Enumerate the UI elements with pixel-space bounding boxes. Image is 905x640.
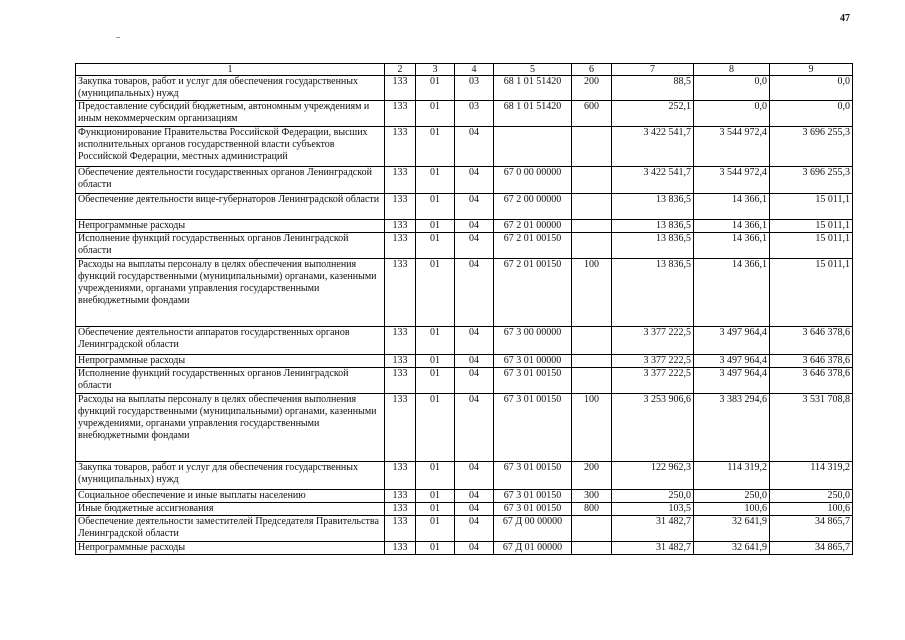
row-target-article: 67 3 01 00150 (494, 394, 572, 462)
row-subsection-code: 03 (455, 76, 494, 101)
row-target-article: 67 3 01 00150 (494, 462, 572, 490)
table-row (76, 233, 853, 259)
col-header-9: 9 (770, 64, 853, 76)
row-amount-year-3: 0,0 (770, 76, 853, 101)
row-amount-year-2: 14 366,1 (694, 194, 770, 220)
row-section-code: 01 (416, 76, 455, 101)
row-amount-year-3: 15 011,1 (770, 220, 853, 233)
table-row (76, 76, 853, 101)
row-description: Исполнение функций государственных органов Ленинградской области (76, 368, 385, 394)
row-amount-year-3: 3 531 708,8 (770, 394, 853, 462)
row-amount-year-1: 3 377 222,5 (612, 327, 694, 355)
row-amount-year-2: 14 366,1 (694, 259, 770, 327)
row-expense-type: 200 (572, 76, 612, 101)
row-amount-year-3: 0,0 (770, 101, 853, 127)
row-amount-year-2: 3 497 964,4 (694, 355, 770, 368)
row-amount-year-3: 250,0 (770, 490, 853, 503)
row-ministry-code: 133 (385, 76, 416, 101)
row-amount-year-3: 3 696 255,3 (770, 167, 853, 194)
row-ministry-code: 133 (385, 462, 416, 490)
table-row (76, 127, 853, 167)
row-ministry-code: 133 (385, 327, 416, 355)
row-ministry-code: 133 (385, 516, 416, 542)
row-amount-year-2: 3 544 972,4 (694, 167, 770, 194)
table-row (76, 490, 853, 503)
row-amount-year-1: 13 836,5 (612, 194, 694, 220)
row-ministry-code: 133 (385, 394, 416, 462)
row-target-article: 67 3 01 00000 (494, 355, 572, 368)
row-subsection-code: 04 (455, 503, 494, 516)
row-ministry-code: 133 (385, 542, 416, 555)
row-expense-type: 100 (572, 259, 612, 327)
row-amount-year-1: 13 836,5 (612, 259, 694, 327)
row-subsection-code: 04 (455, 542, 494, 555)
table-row (76, 516, 853, 542)
col-header-4: 4 (455, 64, 494, 76)
row-expense-type (572, 368, 612, 394)
row-amount-year-3: 114 319,2 (770, 462, 853, 490)
row-expense-type: 200 (572, 462, 612, 490)
row-expense-type (572, 355, 612, 368)
row-amount-year-3: 15 011,1 (770, 233, 853, 259)
row-expense-type: 300 (572, 490, 612, 503)
row-amount-year-1: 88,5 (612, 76, 694, 101)
row-description: Предоставление субсидий бюджетным, автономным учреждениям и иным некоммерческим организациям (76, 101, 385, 127)
col-header-5: 5 (494, 64, 572, 76)
row-expense-type (572, 327, 612, 355)
row-expense-type: 100 (572, 394, 612, 462)
row-ministry-code: 133 (385, 167, 416, 194)
scan-speck (116, 37, 120, 38)
row-ministry-code: 133 (385, 220, 416, 233)
row-subsection-code: 04 (455, 220, 494, 233)
row-description: Иные бюджетные ассигнования (76, 503, 385, 516)
row-description: Закупка товаров, работ и услуг для обеспечения государственных (муниципальных) нужд (76, 76, 385, 101)
row-expense-type (572, 220, 612, 233)
row-section-code: 01 (416, 127, 455, 167)
row-amount-year-2: 3 497 964,4 (694, 368, 770, 394)
row-section-code: 01 (416, 167, 455, 194)
row-target-article: 67 Д 00 00000 (494, 516, 572, 542)
row-subsection-code: 04 (455, 167, 494, 194)
row-description: Обеспечение деятельности заместителей Председателя Правительства Ленинградской области (76, 516, 385, 542)
row-section-code: 01 (416, 394, 455, 462)
row-target-article: 68 1 01 51420 (494, 101, 572, 127)
row-amount-year-3: 3 646 378,6 (770, 327, 853, 355)
row-description: Непрограммные расходы (76, 542, 385, 555)
row-subsection-code: 04 (455, 490, 494, 503)
row-ministry-code: 133 (385, 355, 416, 368)
table-row (76, 462, 853, 490)
row-ministry-code: 133 (385, 194, 416, 220)
row-target-article: 67 3 00 00000 (494, 327, 572, 355)
row-section-code: 01 (416, 516, 455, 542)
row-target-article: 67 2 00 00000 (494, 194, 572, 220)
column-number-header (76, 64, 853, 76)
row-expense-type (572, 194, 612, 220)
row-subsection-code: 04 (455, 368, 494, 394)
row-section-code: 01 (416, 542, 455, 555)
row-amount-year-2: 250,0 (694, 490, 770, 503)
row-target-article (494, 127, 572, 167)
row-ministry-code: 133 (385, 233, 416, 259)
row-expense-type (572, 542, 612, 555)
table-row (76, 220, 853, 233)
row-section-code: 01 (416, 490, 455, 503)
row-amount-year-2: 3 497 964,4 (694, 327, 770, 355)
row-amount-year-3: 3 696 255,3 (770, 127, 853, 167)
row-target-article: 67 2 01 00000 (494, 220, 572, 233)
row-subsection-code: 04 (455, 259, 494, 327)
row-expense-type (572, 167, 612, 194)
row-section-code: 01 (416, 368, 455, 394)
row-amount-year-2: 14 366,1 (694, 220, 770, 233)
row-section-code: 01 (416, 233, 455, 259)
row-section-code: 01 (416, 503, 455, 516)
row-subsection-code: 04 (455, 355, 494, 368)
row-amount-year-1: 31 482,7 (612, 542, 694, 555)
row-amount-year-1: 3 253 906,6 (612, 394, 694, 462)
row-amount-year-1: 103,5 (612, 503, 694, 516)
row-subsection-code: 04 (455, 127, 494, 167)
row-amount-year-1: 122 962,3 (612, 462, 694, 490)
row-amount-year-1: 3 377 222,5 (612, 355, 694, 368)
row-amount-year-2: 114 319,2 (694, 462, 770, 490)
row-ministry-code: 133 (385, 490, 416, 503)
table-row (76, 542, 853, 555)
row-amount-year-2: 100,6 (694, 503, 770, 516)
row-amount-year-1: 13 836,5 (612, 233, 694, 259)
row-amount-year-1: 13 836,5 (612, 220, 694, 233)
table-row (76, 101, 853, 127)
row-description: Обеспечение деятельности государственных органов Ленинградской области (76, 167, 385, 194)
budget-table-body (76, 76, 853, 555)
row-target-article: 67 3 01 00150 (494, 490, 572, 503)
row-amount-year-3: 3 646 378,6 (770, 368, 853, 394)
row-description: Обеспечение деятельности вице-губернаторов Ленинградской области (76, 194, 385, 220)
table-row (76, 355, 853, 368)
row-description: Социальное обеспечение и иные выплаты населению (76, 490, 385, 503)
row-subsection-code: 04 (455, 327, 494, 355)
row-subsection-code: 04 (455, 462, 494, 490)
row-ministry-code: 133 (385, 368, 416, 394)
row-description: Закупка товаров, работ и услуг для обеспечения государственных (муниципальных) нужд (76, 462, 385, 490)
row-expense-type (572, 516, 612, 542)
row-target-article: 68 1 01 51420 (494, 76, 572, 101)
table-row (76, 503, 853, 516)
row-amount-year-3: 100,6 (770, 503, 853, 516)
row-description: Обеспечение деятельности аппаратов государственных органов Ленинградской области (76, 327, 385, 355)
row-section-code: 01 (416, 355, 455, 368)
row-expense-type: 800 (572, 503, 612, 516)
table-row (76, 167, 853, 194)
row-subsection-code: 04 (455, 516, 494, 542)
budget-table (75, 63, 853, 555)
row-amount-year-3: 34 865,7 (770, 542, 853, 555)
table-row (76, 194, 853, 220)
row-subsection-code: 04 (455, 194, 494, 220)
row-ministry-code: 133 (385, 259, 416, 327)
row-ministry-code: 133 (385, 127, 416, 167)
row-expense-type (572, 127, 612, 167)
row-subsection-code: 03 (455, 101, 494, 127)
row-description: Непрограммные расходы (76, 355, 385, 368)
row-description: Расходы на выплаты персоналу в целях обеспечения выполнения функций государственными (муниципальными) органами, казенными учреждениями, органами управления государственными внебюджетными фондами (76, 259, 385, 327)
row-amount-year-2: 32 641,9 (694, 516, 770, 542)
row-amount-year-1: 3 377 222,5 (612, 368, 694, 394)
row-amount-year-1: 252,1 (612, 101, 694, 127)
row-amount-year-2: 32 641,9 (694, 542, 770, 555)
row-section-code: 01 (416, 220, 455, 233)
row-amount-year-1: 31 482,7 (612, 516, 694, 542)
row-amount-year-1: 3 422 541,7 (612, 127, 694, 167)
row-description: Исполнение функций государственных органов Ленинградской области (76, 233, 385, 259)
col-header-7: 7 (612, 64, 694, 76)
row-amount-year-3: 34 865,7 (770, 516, 853, 542)
table-row (76, 394, 853, 462)
row-amount-year-1: 250,0 (612, 490, 694, 503)
row-section-code: 01 (416, 194, 455, 220)
row-amount-year-3: 15 011,1 (770, 194, 853, 220)
row-description: Непрограммные расходы (76, 220, 385, 233)
row-target-article: 67 Д 01 00000 (494, 542, 572, 555)
row-expense-type (572, 233, 612, 259)
row-target-article: 67 2 01 00150 (494, 259, 572, 327)
row-ministry-code: 133 (385, 503, 416, 516)
table-row (76, 368, 853, 394)
table-row (76, 327, 853, 355)
row-amount-year-2: 14 366,1 (694, 233, 770, 259)
row-amount-year-3: 3 646 378,6 (770, 355, 853, 368)
row-section-code: 01 (416, 259, 455, 327)
row-description: Функционирование Правительства Российской Федерации, высших исполнительных органов государственной власти субъектов Российской Федерации, местных администраций (76, 127, 385, 167)
row-target-article: 67 0 00 00000 (494, 167, 572, 194)
row-amount-year-2: 0,0 (694, 76, 770, 101)
col-header-6: 6 (572, 64, 612, 76)
row-target-article: 67 2 01 00150 (494, 233, 572, 259)
col-header-2: 2 (385, 64, 416, 76)
row-section-code: 01 (416, 327, 455, 355)
table-row (76, 259, 853, 327)
row-ministry-code: 133 (385, 101, 416, 127)
row-amount-year-2: 3 383 294,6 (694, 394, 770, 462)
row-amount-year-3: 15 011,1 (770, 259, 853, 327)
row-description: Расходы на выплаты персоналу в целях обеспечения выполнения функций государственными (муниципальными) органами, казенными учреждениями, органами управления государственными внебюджетными фондами (76, 394, 385, 462)
row-amount-year-2: 0,0 (694, 101, 770, 127)
row-target-article: 67 3 01 00150 (494, 503, 572, 516)
col-header-8: 8 (694, 64, 770, 76)
page-number: 47 (840, 13, 850, 24)
row-section-code: 01 (416, 101, 455, 127)
row-amount-year-2: 3 544 972,4 (694, 127, 770, 167)
row-amount-year-1: 3 422 541,7 (612, 167, 694, 194)
row-subsection-code: 04 (455, 233, 494, 259)
row-target-article: 67 3 01 00150 (494, 368, 572, 394)
col-header-1: 1 (76, 64, 385, 76)
row-section-code: 01 (416, 462, 455, 490)
col-header-3: 3 (416, 64, 455, 76)
row-subsection-code: 04 (455, 394, 494, 462)
row-expense-type: 600 (572, 101, 612, 127)
